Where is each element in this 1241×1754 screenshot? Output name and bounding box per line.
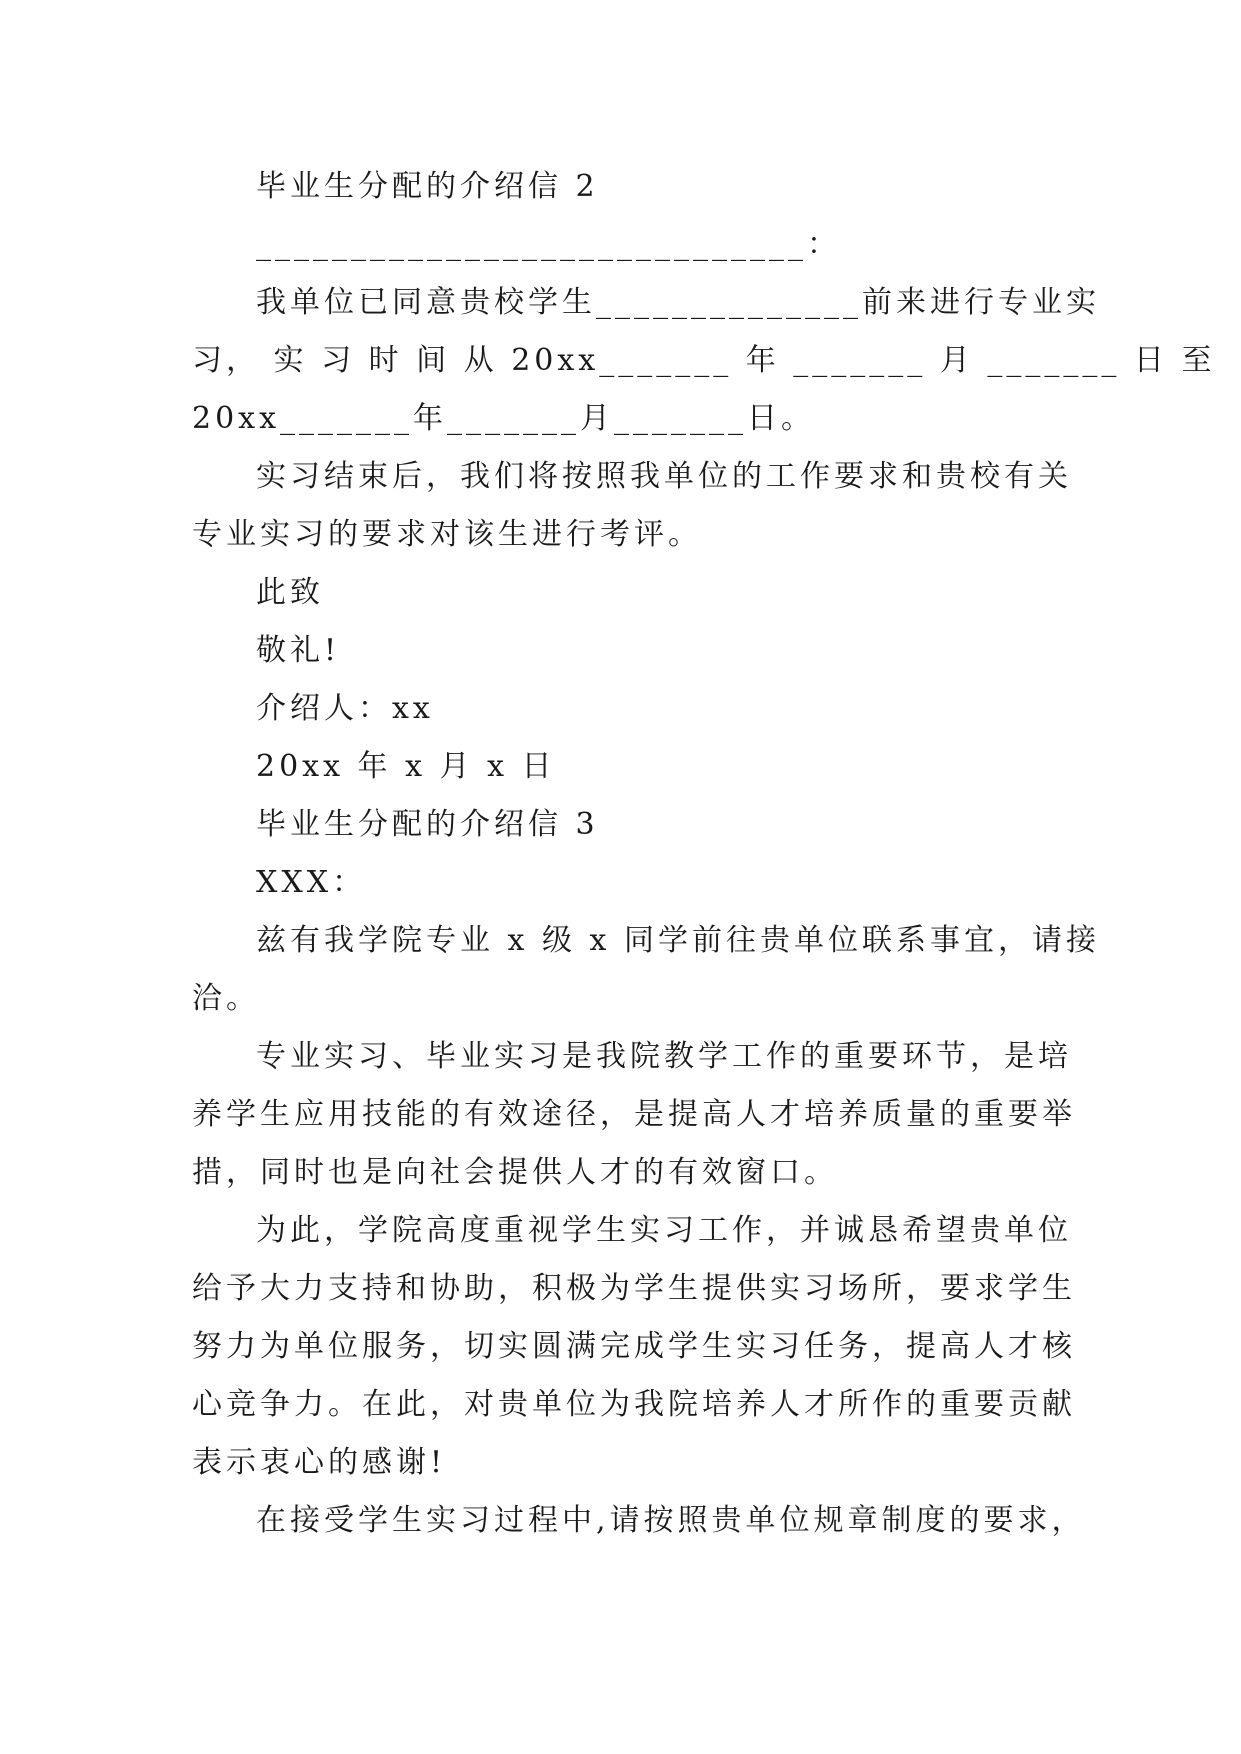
paragraph-line: 措，同时也是向社会提供人才的有效窗口。: [192, 1155, 838, 1190]
paragraph-line: 表示衷心的感谢!: [192, 1445, 447, 1480]
letter-2-title: 毕业生分配的介绍信 2: [256, 169, 599, 204]
recipient-line: XXX：: [256, 865, 367, 900]
paragraph-line: 洽。: [192, 981, 260, 1016]
paragraph-line: 努力为单位服务，切实圆满完成学生实习任务，提高人才核: [192, 1329, 1076, 1364]
paragraph-line: 我单位已同意贵校学生______________前来进行专业实: [256, 285, 1100, 320]
paragraph-line: 专业实习的要求对该生进行考评。: [192, 517, 702, 552]
letter-3-title: 毕业生分配的介绍信 3: [256, 807, 599, 842]
document-body: [192, 158, 1216, 1550]
paragraph-line: 兹有我学院专业 x 级 x 同学前往贵单位联系事宜，请接: [256, 923, 1100, 958]
paragraph-line: 专业实习、毕业实习是我院教学工作的重要环节，是培: [256, 1039, 1072, 1074]
paragraph-line: 养学生应用技能的有效途径，是提高人才培养质量的重要举: [192, 1097, 1076, 1132]
paragraph-line: 实习结束后，我们将按照我单位的工作要求和贵校有关: [256, 459, 1072, 494]
closing-regards: 敬礼!: [256, 633, 341, 668]
paragraph-line: 在接受学生实习过程中,请按照贵单位规章制度的要求，: [256, 1503, 1086, 1538]
date-line: 20xx 年 x 月 x 日: [256, 749, 556, 784]
closing-salutation: 此致: [256, 575, 324, 610]
recipient-blank: _____________________________：: [256, 227, 841, 262]
paragraph-line: 20xx_______年_______月_______日。: [192, 401, 816, 436]
introducer-line: 介绍人：xx: [256, 691, 434, 726]
paragraph-line: 习， 实 习 时 间 从 20xx_______ 年 _______ 月 _______ 日 至: [192, 343, 1216, 378]
paragraph-line: 心竞争力。在此，对贵单位为我院培养人才所作的重要贡献: [192, 1387, 1076, 1422]
paragraph-line: 为此，学院高度重视学生实习工作，并诚恳希望贵单位: [256, 1213, 1072, 1248]
paragraph-line: 给予大力支持和协助，积极为学生提供实习场所，要求学生: [192, 1271, 1076, 1306]
